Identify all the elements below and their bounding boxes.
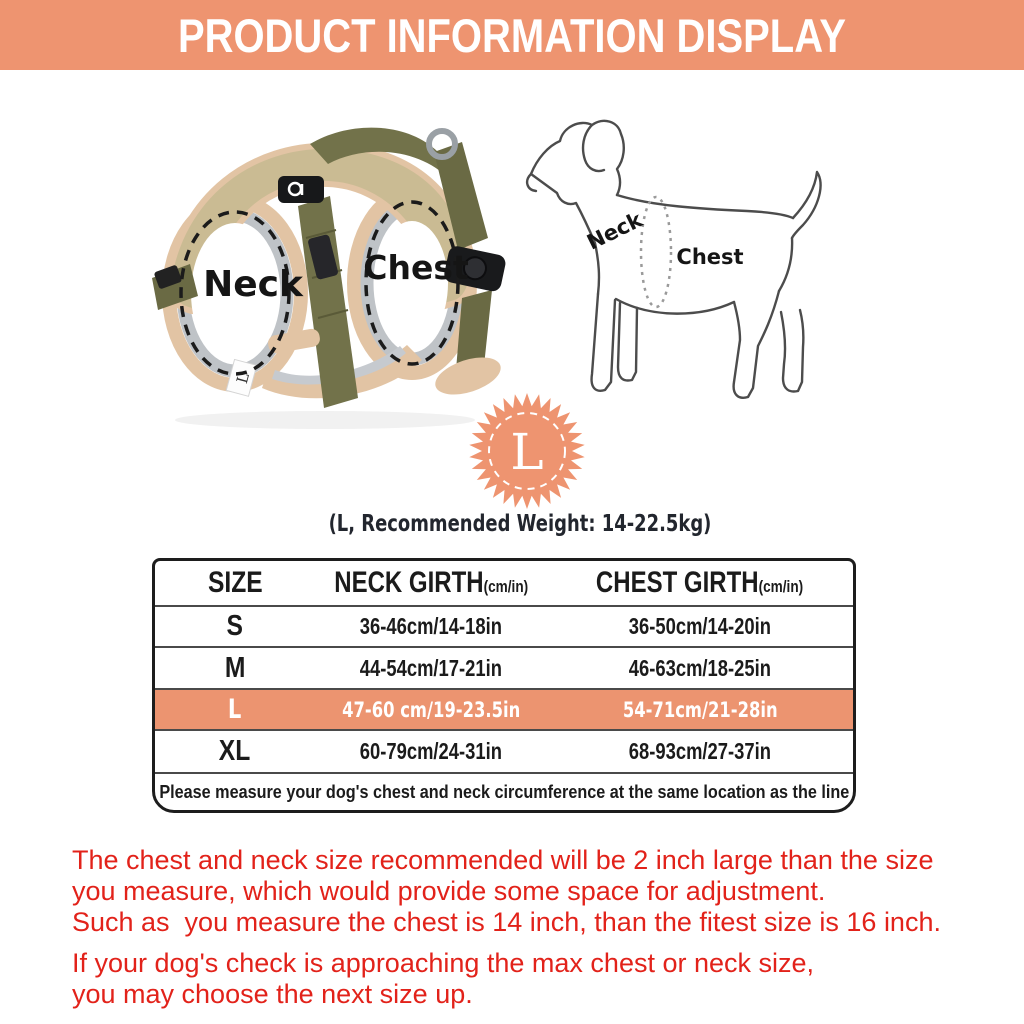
col-header-size: SIZE [207, 566, 263, 599]
weight-caption: (L, Recommended Weight: 14-22.5kg) [328, 511, 712, 537]
dog-head-outline [527, 121, 624, 195]
table-cell-chest: 54-71cm/21-28in [547, 688, 853, 729]
dog-back-line [617, 195, 793, 218]
note-line: Such as you measure the chest is 14 inch, than the fitest size is 16 inch. [72, 907, 941, 937]
brand-patch [278, 176, 324, 203]
col-header-neck-girth: NECK GIRTH(cm/in) [334, 566, 528, 599]
badge-letter: L [510, 423, 544, 481]
col-header-chest-girth: CHEST GIRTH(cm/in) [596, 566, 804, 599]
dog-hind-leg-front [734, 291, 779, 398]
size-badge [469, 393, 585, 509]
dog-front-leg-front [592, 294, 615, 391]
harness-neck-label: Neck [203, 264, 303, 305]
note-line: If your dog's check is approaching the max chest or neck size, [72, 948, 815, 978]
harness-chest-label: Chest [363, 248, 469, 287]
table-cell-neck: 47-60 cm/19-23.5in [315, 688, 547, 729]
table-cell-size: XL [155, 729, 315, 772]
table-cell-neck: 36-46cm/14-18in [315, 605, 547, 646]
red-sizing-note [72, 845, 941, 1010]
note-line: The chest and neck size recommended will be 2 inch large than the size [72, 845, 934, 875]
table-cell-chest: 46-63cm/18-25in [547, 646, 853, 688]
size-chart-table [152, 558, 856, 813]
dog-rump-line [779, 238, 792, 291]
table-cell-chest: 68-93cm/27-37in [547, 729, 853, 772]
table-cell-chest: 36-50cm/14-20in [547, 605, 853, 646]
table-cell-size: M [155, 646, 315, 688]
header-banner [0, 0, 1024, 70]
dog-ear-line [583, 125, 604, 171]
dog-neck-label: Neck [583, 207, 646, 255]
dog-tail [792, 172, 821, 238]
svg-text:L: L [232, 371, 253, 386]
harness-photo-illustration [150, 118, 530, 430]
dog-front-leg-back [618, 303, 637, 380]
table-cell-size: S [155, 605, 315, 646]
harness-shadow [175, 411, 475, 429]
dog-outline-diagram [522, 112, 922, 412]
note-line: you measure, which would provide some space for adjustment. [72, 876, 826, 906]
table-cell-neck: 60-79cm/24-31in [315, 729, 547, 772]
table-note: Please measure your dog's chest and neck circumference at the same location as the line [155, 772, 853, 810]
table-cell-size: L [155, 688, 315, 729]
dog-hind-leg-back [781, 310, 803, 391]
dog-chest-measure-ellipse [641, 197, 671, 307]
dog-chest-label: Chest [676, 245, 744, 269]
page-title: PRODUCT INFORMATION DISPLAY [177, 8, 847, 62]
table-cell-neck: 44-54cm/17-21in [315, 646, 547, 688]
dog-belly-line [616, 299, 734, 314]
note-line: you may choose the next size up. [72, 979, 473, 1009]
